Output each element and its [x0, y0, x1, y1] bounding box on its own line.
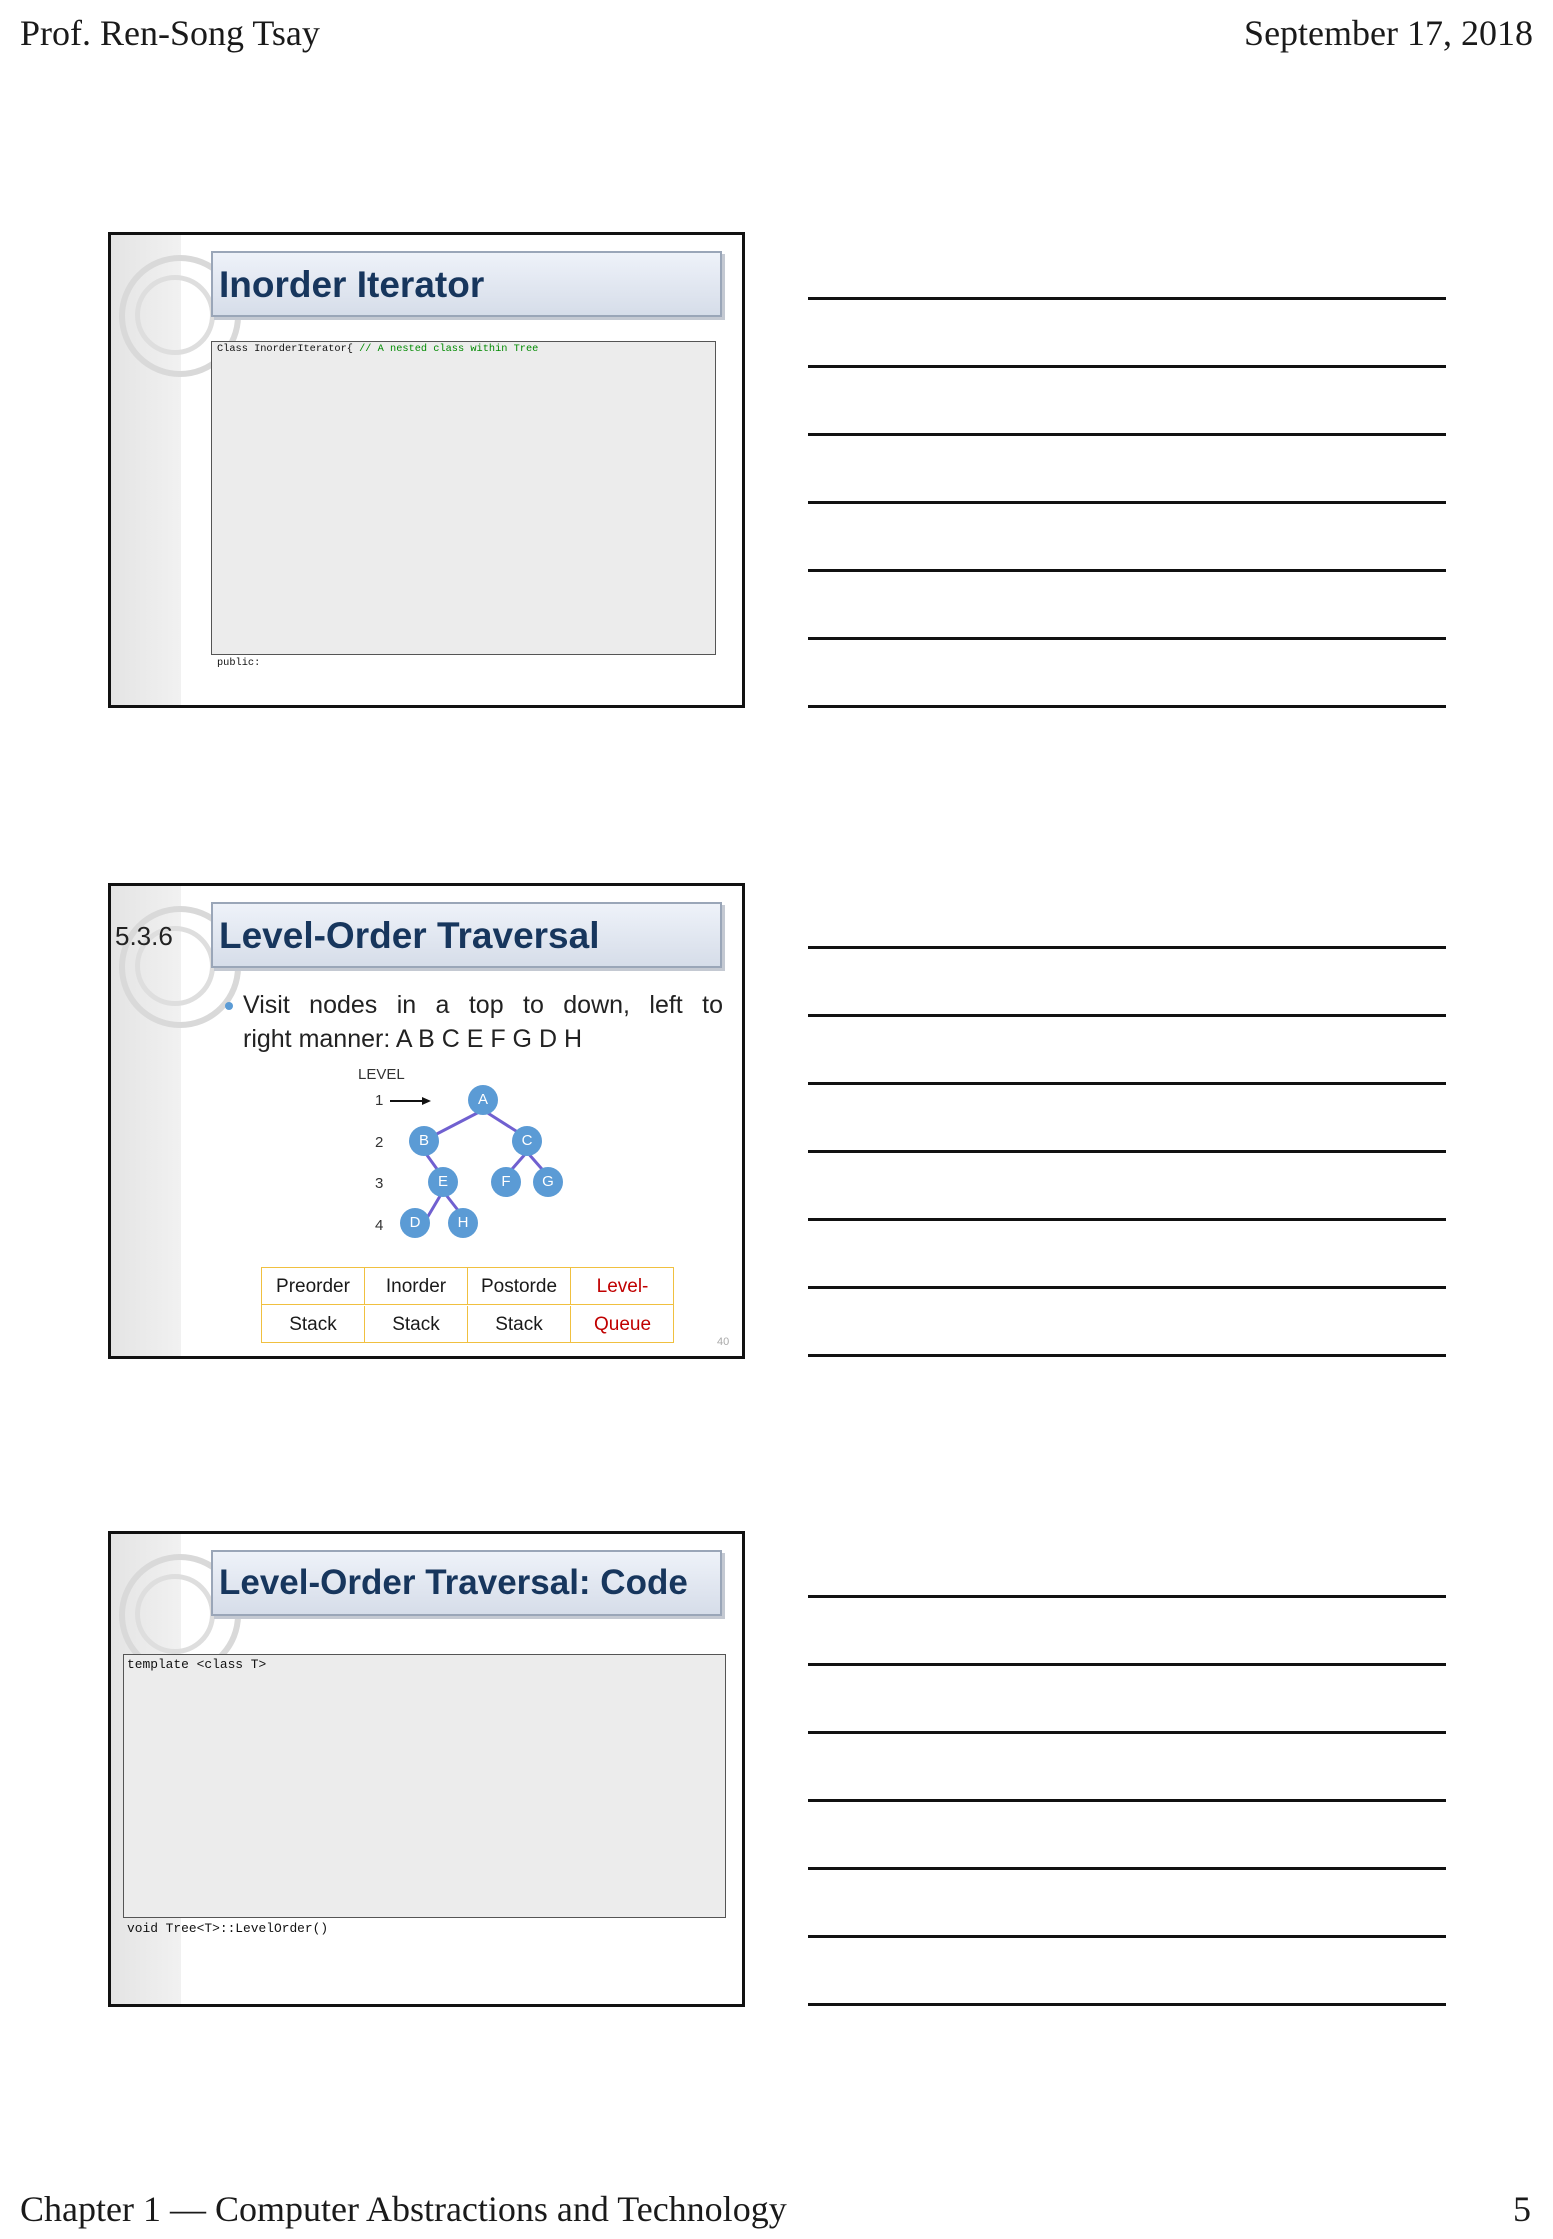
page-number: 5 [1513, 2189, 1531, 2229]
note-line [808, 1150, 1446, 1153]
slide-inorder-iterator [108, 232, 745, 708]
note-line [808, 501, 1446, 504]
code-line [217, 342, 710, 656]
code-text: Class InorderIterator{ [217, 343, 360, 355]
level-number: 1 [375, 1092, 384, 1109]
table-cell: Stack [262, 1306, 365, 1343]
level-number: 4 [375, 1217, 384, 1234]
arrow-head [422, 1097, 431, 1105]
code-block [123, 1654, 726, 1936]
code-text: public: [217, 657, 261, 669]
code-line [217, 656, 710, 708]
table-cell: Preorder [262, 1268, 365, 1305]
note-line [808, 1014, 1446, 1017]
table-cell: Stack [365, 1306, 468, 1343]
level-number: 3 [375, 1175, 384, 1192]
table-cell-highlight: Level- [571, 1268, 674, 1305]
slide-decoration [111, 235, 181, 705]
note-line [808, 1731, 1446, 1734]
code-comment: // A nested class within Tree [359, 343, 539, 355]
tree-node-g: G [533, 1167, 563, 1197]
code-line [127, 1919, 722, 2007]
tree-node-e: E [428, 1167, 458, 1197]
chapter-title: Chapter 1 — Computer Abstractions and Technology [20, 2189, 787, 2229]
bullet-line: Visit nodes in a top to down, left to [243, 991, 723, 1019]
slide-title: Inorder Iterator [219, 264, 485, 305]
note-line [808, 433, 1446, 436]
slide-title: Level-Order Traversal [219, 915, 600, 956]
note-line [808, 569, 1446, 572]
note-line [808, 946, 1446, 949]
title-bar [211, 1550, 722, 1616]
note-line [808, 1867, 1446, 1870]
tree-node-f: F [491, 1167, 521, 1197]
date: September 17, 2018 [1244, 13, 1533, 53]
slide-title: Level-Order Traversal: Code [219, 1563, 688, 1602]
code-text: template <class T> [127, 1657, 267, 1672]
tree-node-d: D [400, 1208, 430, 1238]
note-line [808, 297, 1446, 300]
note-line [808, 2003, 1446, 2006]
note-line [808, 1663, 1446, 1666]
note-line [808, 637, 1446, 640]
level-label: LEVEL [358, 1066, 405, 1083]
note-line [808, 1354, 1446, 1357]
code-text: void Tree<T>::LevelOrder() [127, 1921, 329, 1936]
note-line [808, 365, 1446, 368]
note-line [808, 1082, 1446, 1085]
slide-level-order-code [108, 1531, 745, 2007]
section-number: 5.3.6 [115, 921, 173, 951]
code-block [211, 341, 716, 669]
note-line [808, 1218, 1446, 1221]
note-line [808, 1799, 1446, 1802]
slide-level-order [108, 883, 745, 1359]
author-name: Prof. Ren-Song Tsay [20, 13, 320, 53]
traversal-table [261, 1267, 674, 1343]
note-line [808, 705, 1446, 708]
table-cell: Postorde [468, 1268, 571, 1305]
code-line [127, 1655, 722, 1919]
title-bar [211, 251, 722, 317]
bullet-line: right manner: A B C E F G D H [243, 1025, 583, 1053]
note-line [808, 1595, 1446, 1598]
slide-number: 40 [717, 1336, 730, 1348]
table-cell: Inorder [365, 1268, 468, 1305]
table-cell: Stack [468, 1306, 571, 1343]
tree-node-h: H [448, 1208, 478, 1238]
tree-node-a: A [468, 1085, 498, 1115]
note-line [808, 1935, 1446, 1938]
tree-node-b: B [409, 1126, 439, 1156]
table-cell-highlight: Queue [593, 1314, 652, 1335]
level-number: 2 [375, 1134, 384, 1151]
tree-node-c: C [512, 1126, 542, 1156]
note-line [808, 1286, 1446, 1289]
